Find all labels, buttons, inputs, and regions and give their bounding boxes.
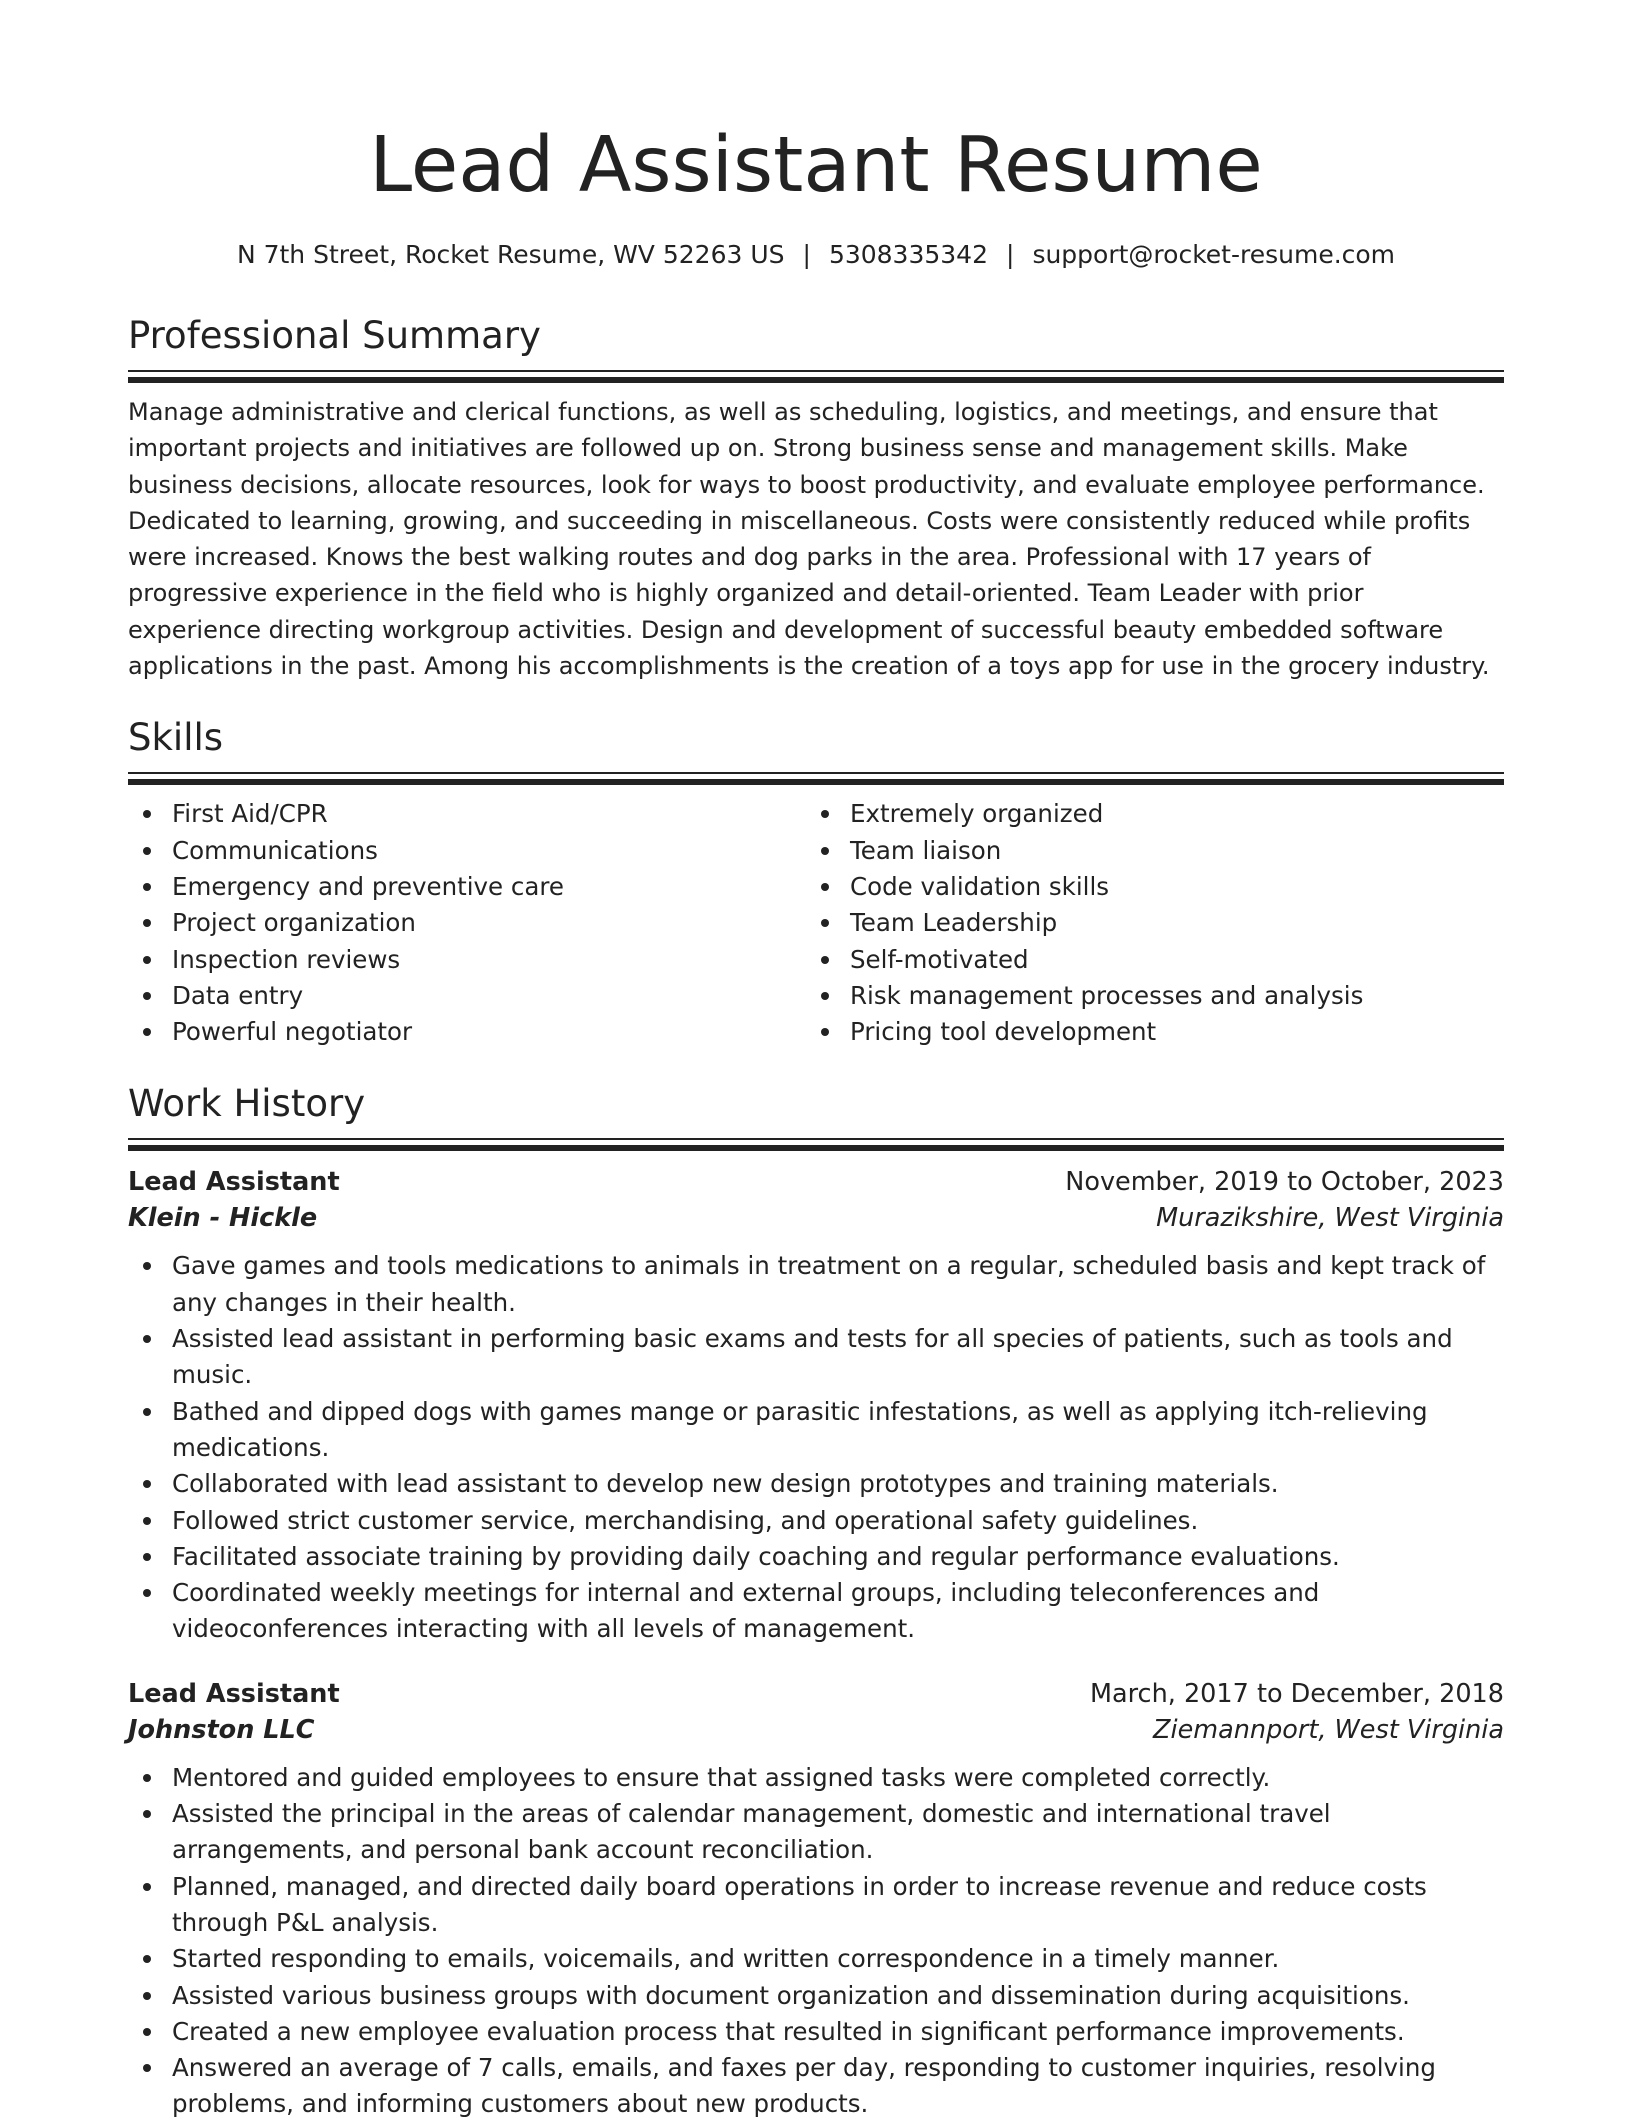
- summary-text: Manage administrative and clerical functions, as well as scheduling, logistics, and meetings, and ensure that important projects and initiatives are followed up on. Strong business sense and management skills. Make business decisions, allocate resources, look for ways to boost productivity, and evaluate employee performance. Dedicated to learning, growing, and succeeding in miscellaneous. Costs were consistently reduced while profits were increased. Knows the best walking routes and dog parks in the area. Professional with 17 years of progressive experience in the field who is highly organized and detail-oriented. Team Leader with prior experience directing workgroup activities. Design and development of successful beauty embedded software applications in the past. Among his accomplishments is the creation of a toys app for use in the grocery industry.: [128, 398, 1490, 681]
- job-bullet: Bathed and dipped dogs with games mange or parasitic infestations, as well as applying itch-relieving medications.: [172, 1394, 1504, 1467]
- resume-title: Lead Assistant Resume: [369, 121, 1263, 210]
- job-bullet: Collaborated with lead assistant to develop new design prototypes and training materials.: [172, 1466, 1504, 1502]
- job-bullet: Followed strict customer service, merchandising, and operational safety guidelines.: [172, 1503, 1504, 1539]
- skill-item: Project organization: [172, 905, 806, 941]
- contact-separator: |: [802, 240, 811, 269]
- skill-item: Inspection reviews: [172, 942, 806, 978]
- section-divider: [128, 772, 1504, 784]
- job-bullet: Mentored and guided employees to ensure that assigned tasks were completed correctly.: [172, 1760, 1504, 1796]
- job-company-row: [128, 1712, 1504, 1748]
- work-history-section: [128, 1080, 1504, 2122]
- job-bullet: Coordinated weekly meetings for internal and external groups, including teleconferences and videoconferences interacting with all levels of management.: [172, 1575, 1504, 1648]
- professional-summary-section: [128, 312, 1504, 684]
- job-bullet: Assisted lead assistant in performing basic exams and tests for all species of patients, such as tools and music.: [172, 1321, 1504, 1394]
- skill-item: Pricing tool development: [850, 1014, 1504, 1050]
- contact-address: N 7th Street, Rocket Resume, WV 52263 US: [236, 240, 785, 269]
- job-title: Lead Assistant: [128, 1678, 340, 1709]
- job-entry: [128, 1676, 1504, 2123]
- section-heading-summary: Professional Summary: [128, 314, 541, 357]
- section-divider: [128, 370, 1504, 382]
- skill-item: First Aid/CPR: [172, 796, 806, 832]
- job-dates: November, 2019 to October, 2023: [1065, 1167, 1504, 1198]
- contact-separator: |: [1006, 240, 1015, 269]
- job-company: Klein - Hickle: [128, 1203, 318, 1234]
- skill-item: Communications: [172, 833, 806, 869]
- contact-email: support@rocket-resume.com: [1032, 240, 1396, 269]
- skill-item: Code validation skills: [850, 869, 1504, 905]
- skill-item: Self-motivated: [850, 942, 1504, 978]
- job-bullets: [128, 1760, 1504, 2123]
- skills-section: [128, 714, 1504, 1050]
- job-header-row: [128, 1676, 1504, 1712]
- job-company-row: [128, 1200, 1504, 1236]
- skills-grid: [128, 796, 1504, 1050]
- skill-item: Team Leadership: [850, 905, 1504, 941]
- job-bullet: Assisted various business groups with document organization and dissemination during acquisitions.: [172, 1978, 1504, 2014]
- job-dates: March, 2017 to December, 2018: [1090, 1678, 1504, 1709]
- job-location: Murazikshire, West Virginia: [1156, 1203, 1504, 1234]
- job-bullet: Planned, managed, and directed daily board operations in order to increase revenue and reduce costs through P&L analysis.: [172, 1869, 1504, 1942]
- job-bullets: [128, 1248, 1504, 1647]
- job-bullet: Assisted the principal in the areas of calendar management, domestic and international travel arrangements, and personal bank account reconciliation.: [172, 1796, 1504, 1869]
- job-bullet: Facilitated associate training by providing daily coaching and regular performance evaluations.: [172, 1539, 1504, 1575]
- job-location: Ziemannport, West Virginia: [1153, 1714, 1504, 1745]
- skill-item: Risk management processes and analysis: [850, 978, 1504, 1014]
- skill-item: Extremely organized: [850, 796, 1504, 832]
- job-company: Johnston LLC: [128, 1714, 315, 1745]
- job-bullet: Started responding to emails, voicemails, and written correspondence in a timely manner.: [172, 1941, 1504, 1977]
- section-divider: [128, 1138, 1504, 1150]
- skill-item: Emergency and preventive care: [172, 869, 806, 905]
- job-title: Lead Assistant: [128, 1167, 340, 1198]
- contact-line: [128, 238, 1504, 272]
- section-heading-work: Work History: [128, 1082, 366, 1126]
- job-bullet: Gave games and tools medications to animals in treatment on a regular, scheduled basis and kept track of any changes in their health.: [172, 1248, 1504, 1321]
- skill-item: Team liaison: [850, 833, 1504, 869]
- job-bullet: Created a new employee evaluation process that resulted in significant performance improvements.: [172, 2014, 1504, 2050]
- skills-column-right: [806, 796, 1504, 1050]
- skills-column-left: [128, 796, 806, 1050]
- job-bullet: Answered an average of 7 calls, emails, and faxes per day, responding to customer inquiries, resolving problems, and informing customers about new products.: [172, 2050, 1504, 2123]
- section-heading-skills: Skills: [128, 716, 224, 760]
- job-header-row: [128, 1164, 1504, 1200]
- skill-item: Powerful negotiator: [172, 1014, 806, 1050]
- skill-item: Data entry: [172, 978, 806, 1014]
- job-entry: [128, 1164, 1504, 1647]
- resume-page: [128, 0, 1504, 2123]
- contact-phone: 5308335342: [828, 240, 988, 269]
